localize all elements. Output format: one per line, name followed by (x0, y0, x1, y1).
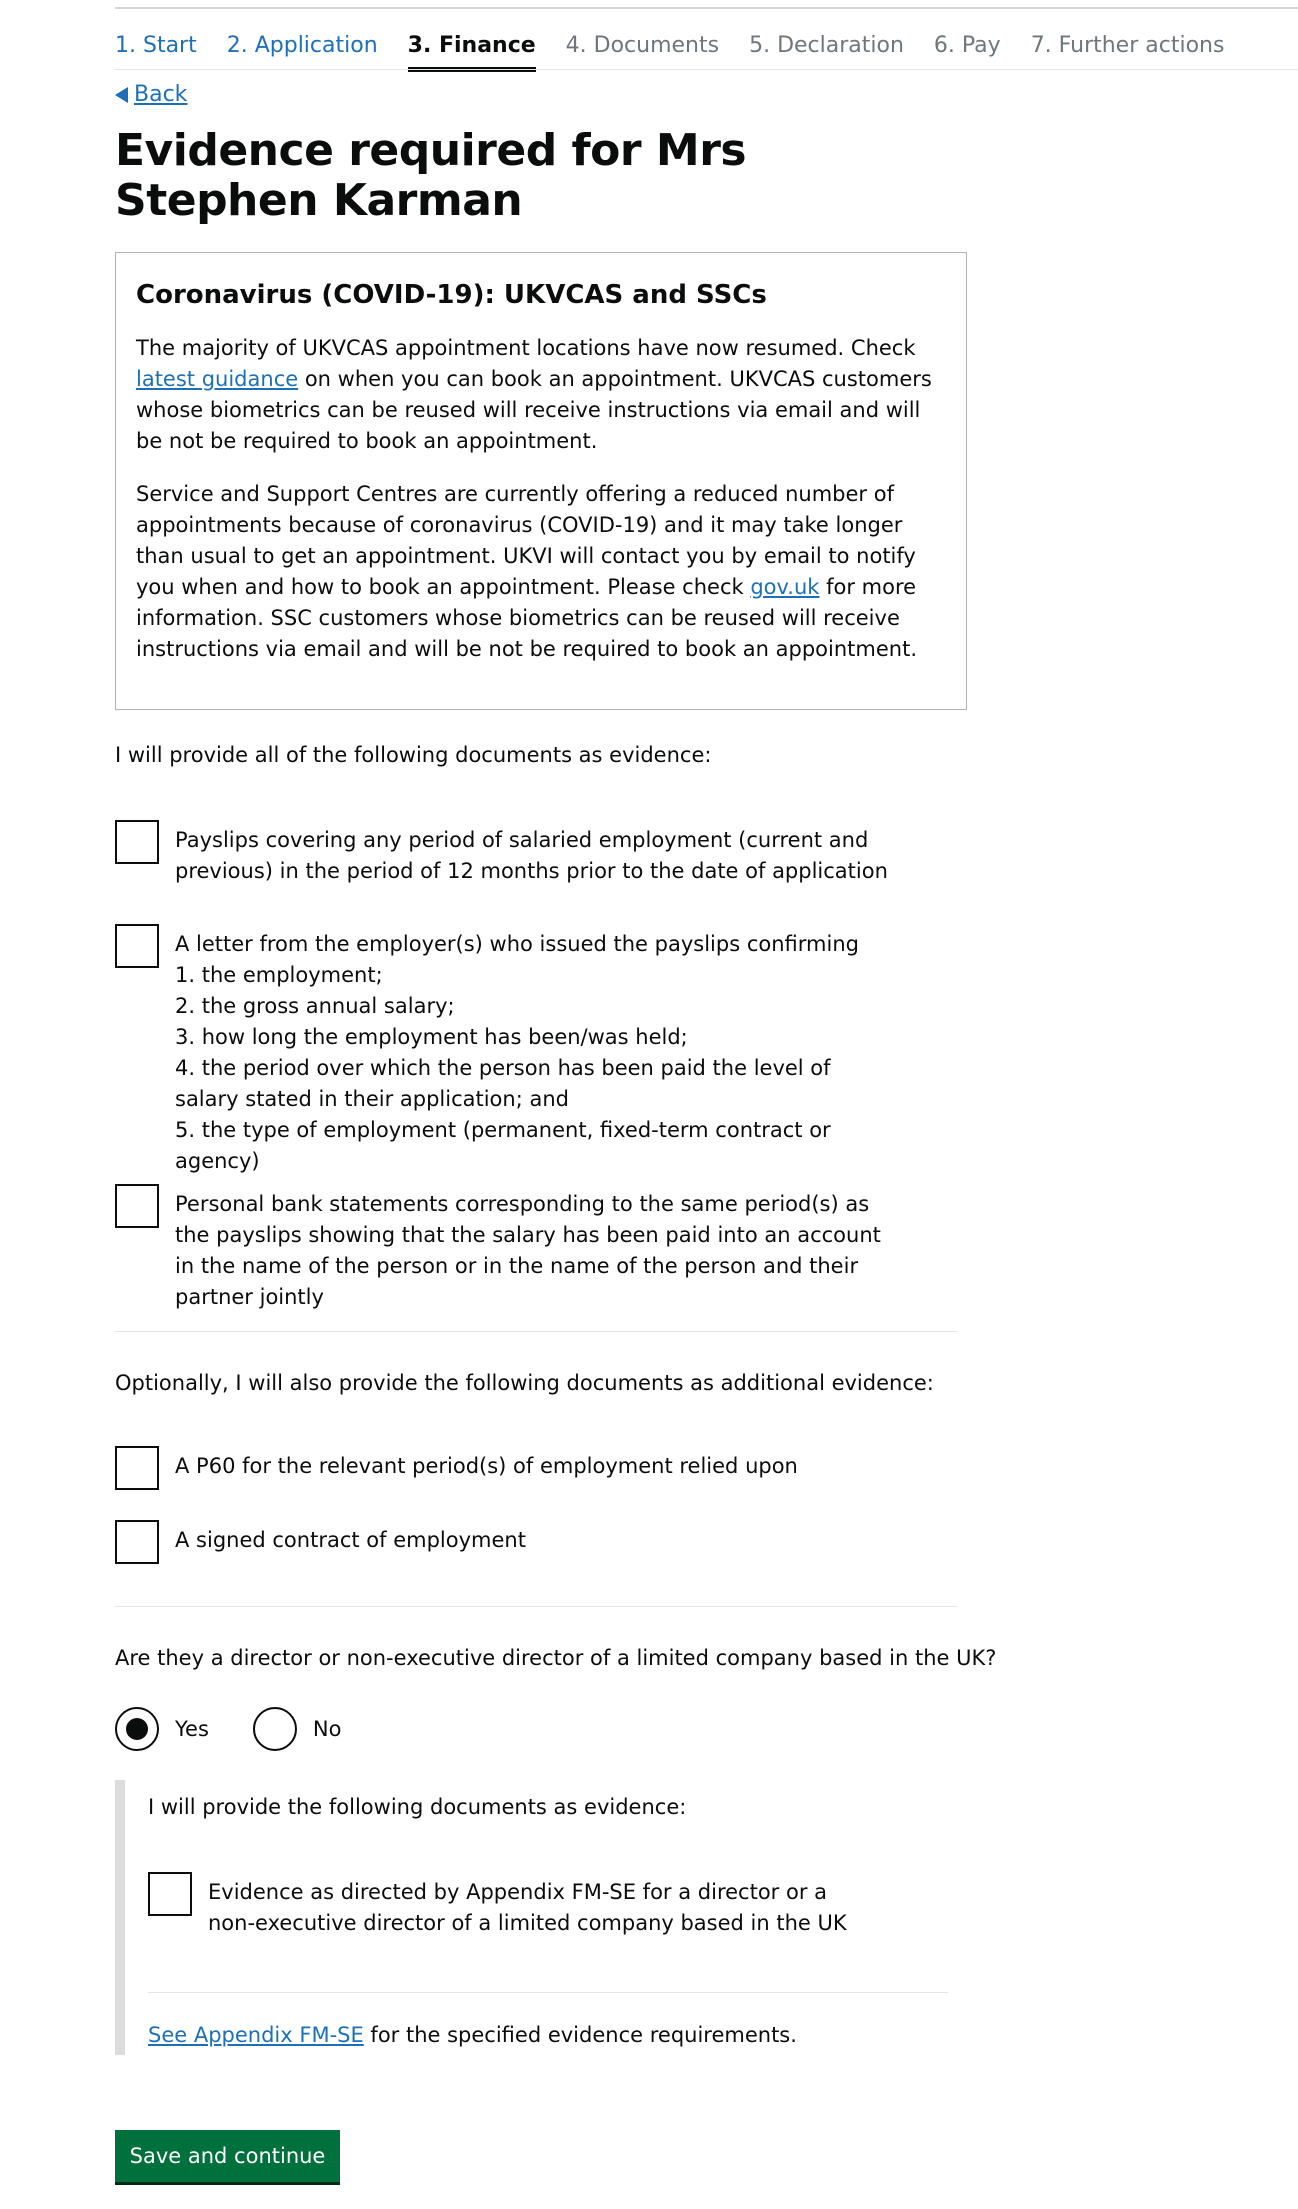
back-link[interactable] (115, 80, 187, 110)
notice-p1-text: The majority of UKVCAS appointment locations have now resumed. Check (136, 336, 916, 360)
employer-letter-line: 2. the gross annual salary; (175, 994, 455, 1018)
checkbox-director-evidence[interactable] (148, 1872, 868, 1939)
appendix-note (148, 2020, 797, 2051)
step-documents: 4. Documents (565, 33, 720, 58)
checkbox-employer-letter[interactable] (115, 924, 895, 1177)
step-declaration: 5. Declaration (749, 33, 904, 58)
checkbox-p60[interactable] (115, 1446, 895, 1490)
employer-letter-checkbox[interactable] (115, 924, 159, 968)
appendix-note-text: for the specified evidence requirements. (363, 2023, 797, 2047)
director-docs-intro: I will provide the following documents as evidence: (148, 1795, 687, 1819)
covid-notice (115, 252, 967, 710)
employer-letter-line: A letter from the employer(s) who issued the payslips confirming (175, 932, 859, 956)
director-evidence-inset (115, 1780, 957, 2055)
p60-checkbox[interactable] (115, 1446, 159, 1490)
employer-letter-line: 1. the employment; (175, 963, 383, 987)
checkbox-payslips[interactable] (115, 820, 895, 887)
no-radio-button[interactable] (253, 1707, 297, 1751)
payslips-checkbox[interactable] (115, 820, 159, 864)
director-radios (115, 1707, 385, 1751)
notice-p2-text: Service and Support Centres are currently offering a reduced number of appointments because of coronavirus (COVID-19) and it may take longer than usual to get an appointment. UKVI will contact you by email to notify you when and how to book an appointment. Please check (136, 482, 916, 599)
director-evidence-checkbox[interactable] (148, 1872, 192, 1916)
checkbox-contract[interactable] (115, 1520, 895, 1564)
yes-radio-button[interactable] (115, 1707, 159, 1751)
contract-label: A signed contract of employment (175, 1528, 526, 1552)
director-evidence-label: Evidence as directed by Appendix FM-SE for a director or a non-executive director of a limited company based in the UK (208, 1880, 847, 1935)
step-application[interactable]: 2. Application (226, 33, 378, 58)
step-start[interactable]: 1. Start (115, 33, 197, 58)
director-question: Are they a director or non-executive director of a limited company based in the UK? (115, 1646, 997, 1670)
top-border (115, 7, 1298, 9)
back-triangle-icon (115, 87, 128, 103)
step-further-actions: 7. Further actions (1030, 33, 1225, 58)
section-divider (115, 1606, 957, 1607)
notice-p1-text-after: on when you can book an appointment. UKVCAS customers whose biometrics can be reused will receive instructions via email and will be not be required to book an appointment. (136, 367, 932, 453)
page-title: Evidence required for Mrs Stephen Karman (115, 125, 747, 226)
notice-title: Coronavirus (COVID-19): UKVCAS and SSCs (136, 280, 767, 310)
back-link-label: Back (134, 82, 188, 107)
radio-no[interactable] (253, 1707, 342, 1751)
notice-paragraph-1 (136, 333, 946, 457)
latest-guidance-link[interactable]: latest guidance (136, 367, 299, 391)
no-label: No (312, 1716, 342, 1741)
step-pay: 6. Pay (933, 33, 1001, 58)
p60-label: A P60 for the relevant period(s) of employment relied upon (175, 1454, 798, 1478)
notice-paragraph-2 (136, 479, 946, 665)
required-docs-intro: I will provide all of the following documents as evidence: (115, 743, 712, 767)
employer-letter-line: 5. the type of employment (permanent, fixed-term contract or agency) (175, 1118, 831, 1173)
notice-p2-text-after: for more information. SSC customers whose biometrics can be reused will receive instructions via email and will be not be required to book an appointment. (136, 575, 917, 661)
optional-docs-intro: Optionally, I will also provide the following documents as additional evidence: (115, 1371, 934, 1395)
yes-label: Yes (175, 1716, 209, 1741)
employer-letter-line: 4. the period over which the person has been paid the level of salary stated in their application; and (175, 1056, 831, 1111)
bank-statements-label: Personal bank statements corresponding to the same period(s) as the payslips showing that the salary has been paid into an account in the name of the person or in the name of the person and their partner jointly (175, 1192, 881, 1309)
employer-letter-label (175, 924, 895, 1177)
gov-uk-link[interactable]: gov.uk (750, 575, 820, 599)
checkbox-bank-statements[interactable] (115, 1184, 895, 1313)
steps-divider (115, 69, 1298, 70)
payslips-label: Payslips covering any period of salaried employment (current and previous) in the period of 12 months prior to the date of application (175, 828, 888, 883)
radio-yes[interactable] (115, 1707, 209, 1751)
appendix-fm-se-link[interactable]: See Appendix FM-SE (148, 2023, 364, 2047)
contract-checkbox[interactable] (115, 1520, 159, 1564)
save-and-continue-button[interactable]: Save and continue (115, 2130, 340, 2182)
inset-divider (148, 1992, 948, 1993)
step-finance[interactable]: 3. Finance (408, 30, 536, 70)
section-divider (115, 1331, 957, 1332)
employer-letter-line: 3. how long the employment has been/was held; (175, 1025, 688, 1049)
progress-steps (115, 30, 1254, 70)
bank-statements-checkbox[interactable] (115, 1184, 159, 1228)
